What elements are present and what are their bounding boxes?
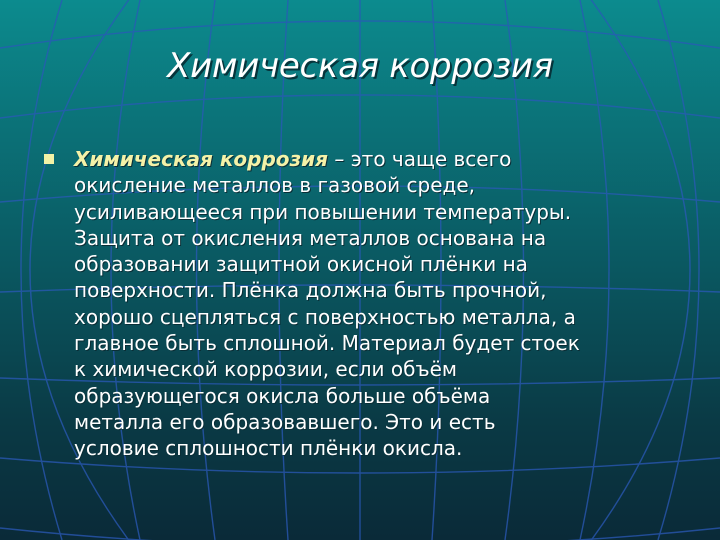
text-line-12: условие сплошности плёнки окисла. <box>74 436 463 461</box>
text-line-11: металла его образовавшего. Это и есть <box>74 409 496 434</box>
text-line-8: главное быть сплошной. Материал будет стоек <box>74 331 580 356</box>
text-line-9: к химической коррозии, если объём <box>74 357 457 382</box>
bullet-text <box>74 146 704 462</box>
dash: – <box>334 147 345 171</box>
text-line-3: усиливающееся при повышении температуры. <box>74 199 572 224</box>
text-line-5: образовании защитной окисной плёнки на <box>74 252 528 277</box>
text-line-2: окисление металлов в газовой среде, <box>74 173 476 198</box>
text-line-4: Защита от окисления металлов основана на <box>74 225 547 250</box>
text-line-10: образующегося окисла больше объёма <box>74 383 491 408</box>
text-line-6: поверхности. Плёнка должна быть прочной, <box>74 278 547 303</box>
square-bullet-icon <box>44 154 54 164</box>
term-highlight: Химическая коррозия <box>74 147 328 171</box>
slide-title: Химическая коррозия <box>167 46 553 86</box>
text-line-7: хорошо сцепляться с поверхностью металла, а <box>74 304 576 329</box>
text-line-1: это чаще всего <box>350 147 512 171</box>
